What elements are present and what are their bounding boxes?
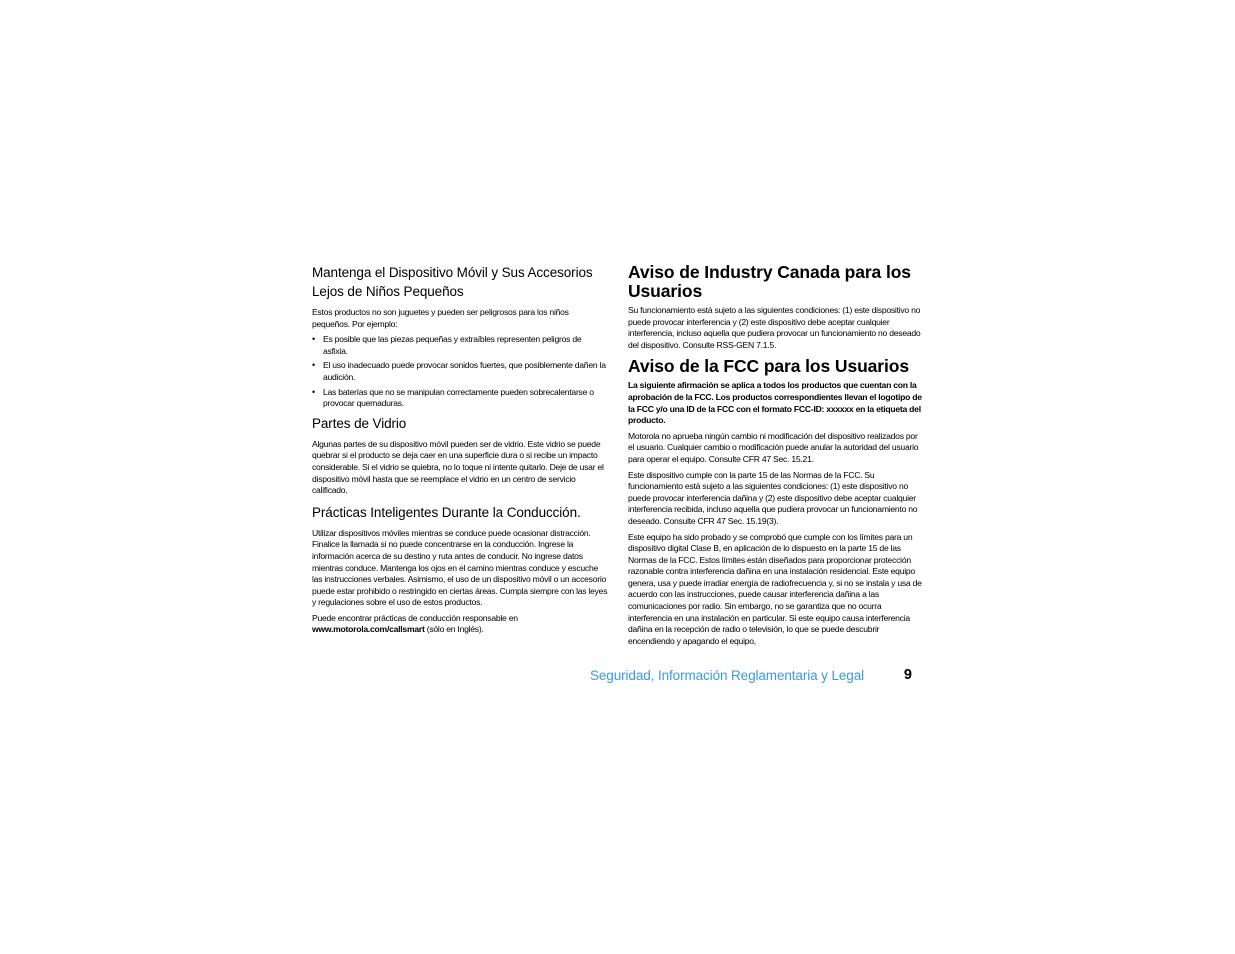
- industry-canada-heading: Aviso de Industry Canada para los Usuarios: [628, 262, 911, 301]
- list-item-text: Las baterías que no se manipulan correctamente pueden sobrecalentarse o provocar quemaduras.: [323, 386, 594, 409]
- link-intro-text: Puede encontrar prácticas de conducción responsable en: [312, 612, 518, 623]
- driving-practices-heading: Prácticas Inteligentes Durante la Conducción.: [312, 504, 581, 520]
- list-item: [312, 334, 608, 357]
- bullet-icon: •: [312, 334, 315, 345]
- list-item-text: Es posible que las piezas pequeñas y extraíbles representen peligros de asfixia.: [323, 334, 582, 356]
- bullet-icon: •: [312, 386, 315, 397]
- list-item: [312, 360, 608, 383]
- left-column: [312, 263, 608, 640]
- children-safety-heading: Mantenga el Dispositivo Móvil y Sus Accesorios Lejos de Niños Pequeños: [312, 265, 593, 299]
- glass-parts-body: Algunas partes de su dispositivo móvil pueden ser de vidrio. Este vidrio se puede quebrar si el producto se deja caer en una superficie dura o si recibe un impacto considerable. Si el vidrio se quiebra, no lo toque ni intente quitarlo. Deje de usar el dispositivo móvil hasta que se reemplace el vidrio en un centro de servicio calificado.: [312, 438, 604, 496]
- footer-section-title: Seguridad, Información Reglamentaria y Legal: [590, 668, 865, 683]
- bullet-icon: •: [312, 360, 315, 371]
- fcc-paragraph-3: Este equipo ha sido probado y se comprobó que cumple con los límites para un dispositivo digital Clase B, en aplicación de lo dispuesto en la parte 15 de las Normas de la FCC. Estos límites están diseñados para proporcionar protección razonable contra interferencia dañina en una instalación residencial. Este equipo genera, usa y puede irradiar energía de radiofrecuencia y, si no se instala y usa de acuerdo con las instrucciones, puede causar interferencia dañina a las comunicaciones por radio. Sin embargo, no se garantiza que no ocurra interferencia en una instalación en particular. Si este equipo causa interferencia dañina en la recepción de radio o televisión, lo que se puede descubrir encendiendo y apagando el equipo,: [628, 531, 922, 646]
- industry-canada-body: Su funcionamiento está sujeto a las siguientes condiciones: (1) este dispositivo no puede provocar interferencia y (2) este dispositivo debe aceptar cualquier interferencia, incluso aquella que pudiera provocar un funcionamiento no deseado del dispositivo. Consulte RSS-GEN 7.1.5.: [628, 305, 921, 350]
- right-column: [628, 263, 924, 651]
- list-item: [312, 387, 608, 410]
- fcc-paragraph-1: Motorola no aprueba ningún cambio ni modificación del dispositivo realizados por el usuario. Cualquier cambio o modificación puede anular la autoridad del usuario para operar el equipo. Consulte CFR 47 Sec. 15.21.: [628, 430, 919, 464]
- glass-parts-heading: Partes de Vidrio: [312, 415, 407, 431]
- fcc-paragraph-2: Este dispositivo cumple con la parte 15 de las Normas de la FCC. Su funcionamiento está sujeto a las siguientes condiciones: (1) este dispositivo no puede provocar interferencia dañina y (2) este dispositivo debe aceptar cualquier interferencia recibida, incluso aquella que pudiera provocar un funcionamiento no deseado. Consulte CFR 47 Sec. 15.19(3).: [628, 469, 918, 526]
- page-number: 9: [903, 667, 912, 683]
- children-safety-intro: Estos productos no son juguetes y pueden ser peligrosos para los niños pequeños. Por ejemplo:: [312, 307, 569, 329]
- driving-practices-link-paragraph: [312, 613, 608, 636]
- driving-practices-body: Utilizar dispositivos móviles mientras se conduce puede ocasionar distracción. Finalice la llamada si no puede concentrarse en la conducción. Ingrese la información acerca de su destino y ruta antes de conducir. No ingrese datos mientras conduce. Mantenga los ojos en el camino mientras conduce y escuche las instrucciones verbales. Asimismo, el uso de un dispositivo móvil o un accesorio puede estar prohibido o restringido en ciertas áreas. Cumpla siempre con las leyes y regulaciones sobre el uso de estos productos.: [312, 527, 608, 608]
- fcc-bold-intro: La siguiente afirmación se aplica a todos los productos que cuentan con la aprobación de la FCC. Los productos correspondientes llevan el logotipo de la FCC y/o una ID de la FCC con el formato FCC-ID: xxxxxx en la etiqueta del producto.: [628, 380, 922, 426]
- children-safety-list: [312, 334, 608, 410]
- link-suffix-text: (sólo en Inglés).: [424, 624, 484, 635]
- fcc-heading: Aviso de la FCC para los Usuarios: [628, 356, 909, 377]
- callsmart-link[interactable]: www.motorola.com/callsmart: [312, 624, 425, 635]
- list-item-text: El uso inadecuado puede provocar sonidos fuertes, que posiblemente dañen la audición.: [323, 360, 606, 382]
- page-footer: [590, 666, 912, 686]
